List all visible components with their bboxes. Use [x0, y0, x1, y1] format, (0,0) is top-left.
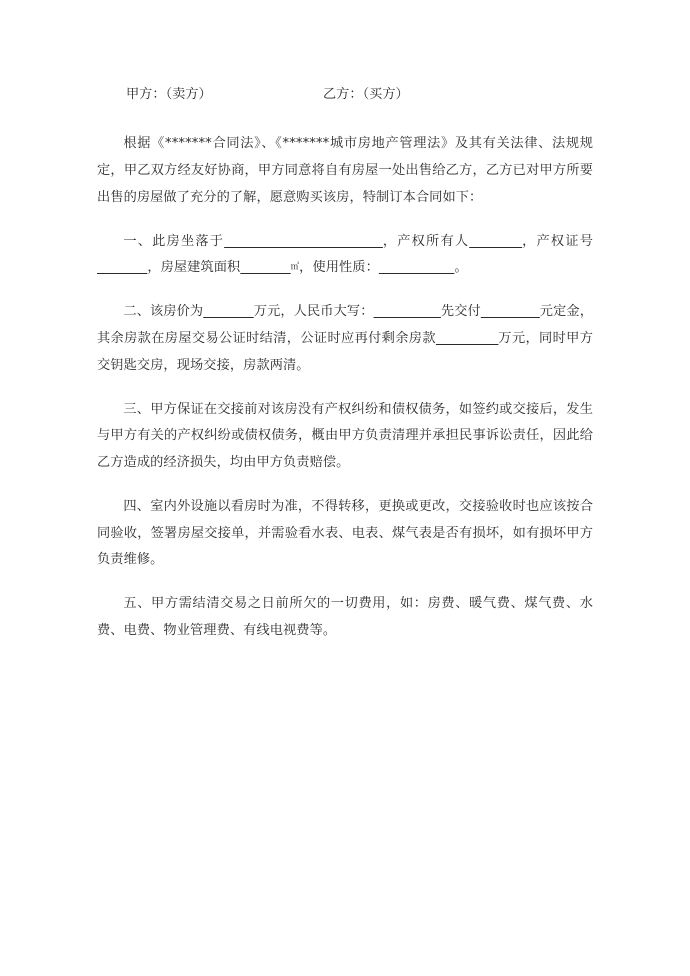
party-a-label: 甲方：（卖方） — [126, 87, 212, 102]
clause-text-run: 二、该房价为 — [123, 304, 204, 320]
clause-text-run: 元定金，其余房款在房屋交易公证时结清，公证时应再付剩余房款 — [97, 304, 593, 346]
preamble-paragraph: 根据《*******合同法》、《*******城市房地产管理法》及其有关法律、法规规定，甲乙双方经友好协商，甲方同意将自有房屋一处出售给乙方，乙方已对甲方所要出售的房屋做了充分的了解，愿意购买该房，特制订本合同如下： — [97, 136, 593, 205]
clause-text-run: 万元，同时甲方交钥匙交房，现场交接，房款两清。 — [97, 330, 594, 373]
fill-in-blank[interactable] — [379, 260, 454, 275]
contract-parties-row — [97, 84, 593, 105]
clause-text-run: 三、甲方保证在交接前对该房没有产权纠纷和债权债务，如签约或交接后，发生与甲方有关的产权纠纷或债权债务，概由甲方负责清理并承担民事诉讼责任，因此给乙方造成的经济损失，均由甲方负责赔偿。 — [97, 401, 593, 471]
fill-in-blank[interactable] — [224, 234, 383, 249]
document-body — [97, 84, 593, 645]
clause-text-run: 一、此房坐落于 — [123, 233, 225, 249]
area-unit-symbol: ㎡ — [290, 262, 300, 273]
clause-text-run: 五、甲方需结清交易之日前所欠的一切费用，如：房费、暖气费、煤气费、水费、电费、物业管理费、有线电视费等。 — [97, 596, 593, 639]
clause-text-run: ，产权所有人 — [382, 233, 470, 249]
clause-1 — [97, 229, 593, 283]
fill-in-blank[interactable] — [436, 331, 498, 346]
clause-4 — [97, 494, 593, 574]
clause-2 — [97, 299, 593, 379]
clause-text-run: 。 — [454, 260, 468, 276]
clause-text-run: 四、室内外设施以看房时为准，不得转移，更换或更改，交接验收时也应该按合同验收，签署房屋交接单，并需验看水表、电表、煤气表是否有损坏，如有损坏甲方负责维修。 — [97, 498, 593, 568]
clause-3 — [97, 397, 593, 477]
clause-text-run: 万元，人民币大写： — [253, 304, 374, 320]
clause-text-run: ，产权证号 — [522, 233, 593, 249]
fill-in-blank[interactable] — [203, 304, 254, 319]
fill-in-blank[interactable] — [374, 304, 441, 319]
fill-in-blank[interactable] — [97, 260, 147, 275]
clause-text-run: ，房屋建筑面积 — [147, 260, 241, 276]
party-b-label: 乙方：（买方） — [323, 87, 409, 102]
fill-in-blank[interactable] — [481, 304, 540, 319]
clause-5 — [97, 591, 593, 645]
fill-in-blank[interactable] — [240, 260, 290, 275]
fill-in-blank[interactable] — [469, 234, 522, 249]
clause-text-run: 先交付 — [440, 304, 481, 320]
clause-text-run: ，使用性质： — [299, 260, 379, 276]
